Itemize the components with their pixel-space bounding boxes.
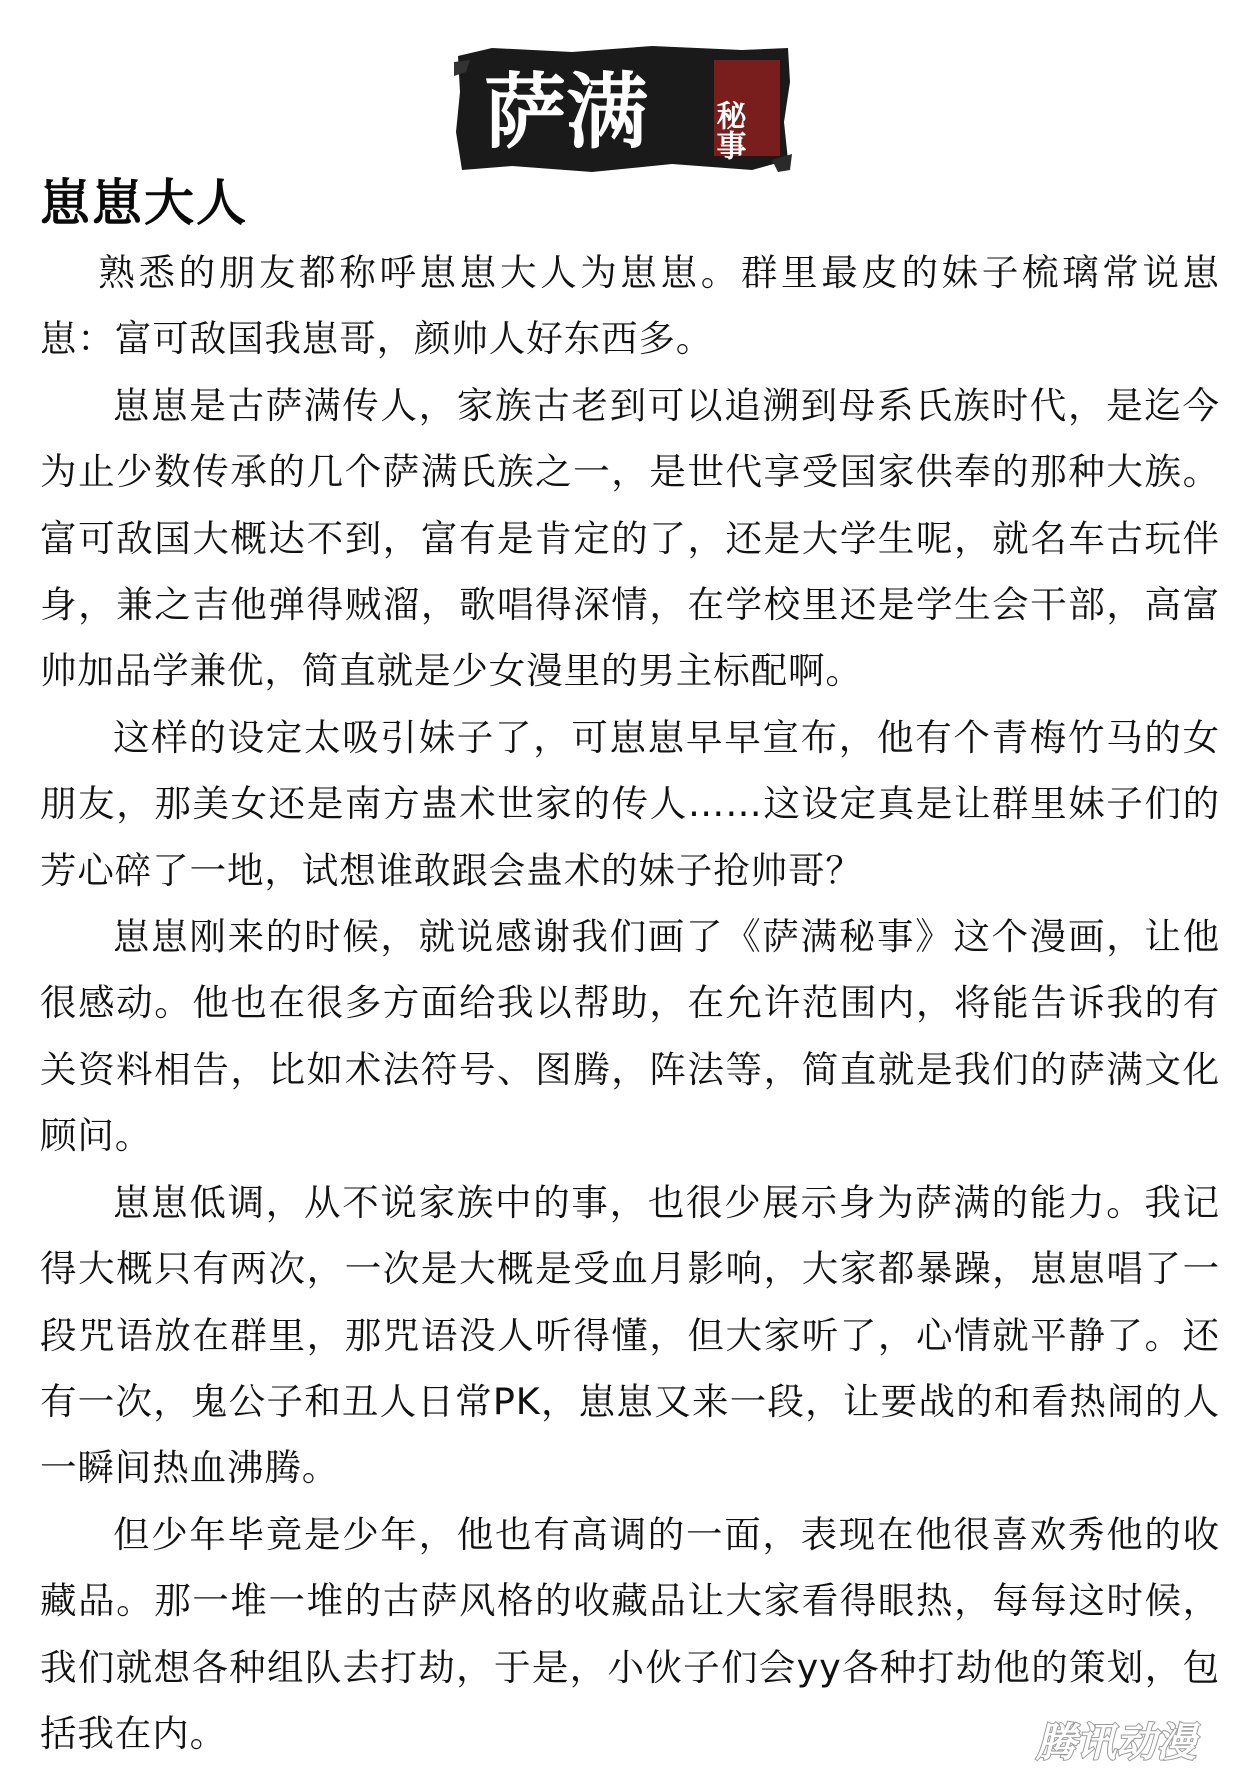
article-title: 崽崽大人 [40,174,248,232]
watermark-graphic [1032,1714,1246,1768]
paragraph: 但少年毕竟是少年，他也有高调的一面，表现在他很喜欢秀他的收藏品。那一堆一堆的古萨风格的收藏品让大家看得眼热，每每这时候，我们就想各种组队去打劫，于是，小伙子们会yy各种打劫他的策划，包括我在内。 [40,1512,1220,1755]
paragraph: 崽崽低调，从不说家族中的事，也很少展示身为萨满的能力。我记得大概只有两次，一次是大概是受血月影响，大家都暴躁，崽崽唱了一段咒语放在群里，那咒语没人听得懂，但大家听了，心情就平静了。还有一次，鬼公子和丑人日常PK，崽崽又来一段，让要战的和看热闹的人一瞬间热血沸腾。 [40,1180,1220,1490]
comic-logo [452,42,794,176]
logo-graphic [452,42,794,176]
article-body [40,240,1220,1767]
paragraph: 熟悉的朋友都称呼崽崽大人为崽崽。群里最皮的妹子梳璃常说崽崽：富可敌国我崽哥，颜帅人好东西多。 [40,251,1220,361]
logo-main-text: 萨满 [484,64,649,160]
tencent-comic-watermark [1032,1714,1246,1768]
paragraph: 崽崽是古萨满传人，家族古老到可以追溯到母系氏族时代，是迄今为止少数传承的几个萨满氏族之一，是世代享受国家供奉的那种大族。富可敌国大概达不到，富有是肯定的了，还是大学生呢，就名车古玩伴身，兼之吉他弹得贼溜，歌唱得深情，在学校里还是学生会干部，高富帅加品学兼优，简直就是少女漫里的男主标配啊。 [40,383,1220,693]
watermark-text: 腾讯动漫 [1036,1720,1196,1766]
paragraph: 这样的设定太吸引妹子了，可崽崽早早宣布，他有个青梅竹马的女朋友，那美女还是南方蛊术世家的传人……这设定真是让群里妹子们的芳心碎了一地，试想谁敢跟会蛊术的妹子抢帅哥？ [40,715,1220,892]
paragraph: 崽崽刚来的时候，就说感谢我们画了《萨满秘事》这个漫画，让他很感动。他也在很多方面给我以帮助，在允许范围内，将能告诉我的有关资料相告，比如术法符号、图腾，阵法等，简直就是我们的萨满文化顾问。 [40,915,1220,1158]
logo-side-text: 秘事 [710,100,746,160]
